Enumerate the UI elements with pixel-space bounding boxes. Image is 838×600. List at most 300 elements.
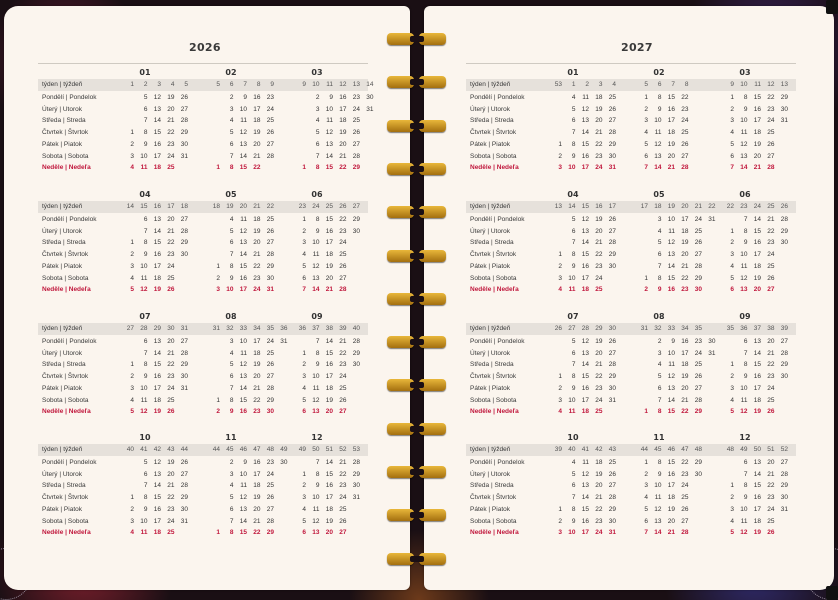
day-number: 16 — [667, 105, 675, 113]
day-number: 9 — [315, 361, 320, 369]
week-number: 31 — [212, 325, 220, 332]
week-number: 3 — [157, 81, 161, 88]
day-number: 19 — [167, 94, 175, 101]
week-number: 44 — [212, 446, 220, 453]
weekday-label: Pondělí | Pondelok — [42, 459, 97, 466]
day-number: 31 — [352, 494, 360, 502]
day-number: 12 — [667, 373, 675, 381]
day-number: 29 — [352, 470, 360, 478]
day-number: 16 — [325, 227, 333, 235]
week-number: 22 — [266, 203, 274, 210]
day-number: 24 — [694, 216, 702, 223]
day-number: 4 — [730, 517, 734, 525]
day-number: 3 — [130, 262, 134, 270]
day-number: 25 — [266, 117, 274, 125]
day-number: 20 — [681, 384, 689, 392]
spiral-ring — [387, 250, 449, 262]
day-number: 14 — [654, 164, 662, 172]
day-number: 27 — [266, 505, 274, 513]
day-number: 12 — [140, 408, 148, 416]
day-number: 17 — [581, 274, 589, 282]
day-number: 8 — [143, 494, 148, 502]
day-number: 4 — [571, 459, 576, 466]
week-number: 35 — [266, 325, 274, 332]
week-number: 50 — [753, 446, 761, 453]
day-number: 28 — [681, 529, 689, 537]
day-number: 28 — [266, 517, 274, 525]
day-number: 7 — [571, 129, 576, 137]
week-number: 7 — [243, 81, 247, 88]
day-number: 1 — [130, 494, 134, 502]
day-number: 22 — [595, 505, 603, 513]
day-number: 30 — [366, 94, 374, 101]
day-number: 10 — [140, 152, 148, 160]
day-number: 24 — [767, 117, 775, 125]
day-number: 17 — [753, 505, 761, 513]
day-number: 23 — [266, 94, 274, 101]
day-number: 24 — [767, 251, 775, 259]
day-number: 7 — [302, 286, 306, 294]
day-number: 9 — [243, 459, 247, 466]
spiral-ring — [387, 423, 449, 435]
day-number: 14 — [740, 164, 748, 172]
day-number: 7 — [657, 396, 662, 404]
day-number: 15 — [239, 262, 247, 270]
week-number: 21 — [694, 203, 702, 210]
weekday-label: Čtvrtek | Štvrtok — [42, 373, 89, 381]
day-number: 12 — [239, 494, 247, 502]
day-number: 30 — [780, 373, 788, 381]
day-number: 8 — [315, 216, 320, 223]
week-number: 15 — [140, 203, 148, 210]
weekday-label: Neděle | Nedeľa — [42, 529, 91, 537]
day-number: 19 — [595, 216, 603, 223]
month-name: 05 — [225, 190, 237, 199]
day-number: 14 — [325, 338, 333, 345]
day-number: 9 — [743, 494, 748, 502]
day-number: 25 — [167, 529, 175, 537]
day-number: 1 — [130, 129, 134, 137]
spiral-ring — [387, 553, 449, 565]
week-number: 52 — [780, 446, 788, 453]
day-number: 22 — [253, 164, 261, 172]
day-number: 8 — [743, 482, 748, 490]
day-number: 13 — [581, 482, 589, 490]
day-number: 20 — [325, 408, 333, 416]
month-name: 12 — [311, 433, 323, 442]
day-number: 13 — [153, 216, 161, 223]
day-number: 11 — [312, 384, 320, 392]
day-number: 29 — [180, 239, 188, 247]
day-number: 28 — [352, 459, 360, 466]
weekday-label: Pondělí | Pondelok — [470, 94, 525, 101]
day-number: 19 — [753, 140, 761, 148]
weekday-label: Sobota | Sobota — [470, 274, 517, 282]
month-name: 02 — [653, 68, 665, 77]
day-number: 4 — [229, 482, 234, 490]
quarter-block — [466, 68, 796, 176]
day-number: 24 — [253, 286, 261, 294]
day-number: 26 — [266, 494, 274, 502]
day-number: 27 — [608, 117, 616, 125]
day-number: 9 — [657, 470, 662, 478]
day-number: 26 — [694, 239, 702, 247]
day-number: 8 — [571, 251, 576, 259]
week-number: 48 — [266, 446, 274, 453]
day-number: 8 — [657, 459, 662, 466]
day-number: 3 — [315, 105, 320, 113]
day-number: 30 — [608, 262, 616, 270]
weekday-label: Úterý | Utorok — [42, 227, 82, 235]
day-number: 29 — [352, 216, 360, 223]
day-number: 18 — [581, 408, 589, 416]
day-number: 29 — [352, 349, 360, 357]
day-number: 28 — [608, 494, 616, 502]
day-number: 15 — [753, 94, 761, 101]
day-number: 4 — [130, 396, 134, 404]
day-number: 13 — [581, 117, 589, 125]
weekday-label: Čtvrtek | Štvrtok — [470, 373, 517, 381]
week-label: týden | týždeň — [42, 203, 83, 210]
day-number: 21 — [253, 152, 261, 160]
day-number: 30 — [608, 517, 616, 525]
day-number: 10 — [239, 105, 247, 113]
day-number: 11 — [326, 117, 333, 125]
day-number: 19 — [153, 408, 161, 416]
day-number: 11 — [740, 396, 748, 404]
day-number: 22 — [595, 140, 603, 148]
day-number: 16 — [153, 373, 161, 381]
week-number: 34 — [681, 325, 689, 332]
day-number: 23 — [167, 251, 175, 259]
weekday-label: Čtvrtek | Štvrtok — [470, 129, 517, 137]
day-number: 6 — [302, 274, 306, 282]
day-number: 18 — [153, 274, 161, 282]
week-number: 52 — [339, 446, 347, 453]
day-number: 11 — [668, 361, 675, 369]
day-number: 30 — [780, 494, 788, 502]
day-number: 19 — [595, 105, 603, 113]
day-number: 22 — [681, 274, 689, 282]
day-number: 12 — [740, 274, 748, 282]
week-number: 16 — [595, 203, 603, 210]
day-number: 15 — [325, 216, 333, 223]
day-number: 3 — [302, 239, 306, 247]
week-number: 45 — [226, 446, 234, 453]
day-number: 2 — [229, 459, 234, 466]
day-number: 15 — [153, 494, 161, 502]
day-number: 10 — [568, 529, 576, 537]
day-number: 22 — [767, 361, 775, 369]
day-number: 17 — [681, 216, 689, 223]
day-number: 5 — [315, 129, 320, 137]
week-number: 8 — [684, 81, 689, 88]
day-number: 18 — [753, 396, 761, 404]
day-number: 6 — [302, 408, 306, 416]
day-number: 10 — [740, 251, 748, 259]
weekday-label: Úterý | Utorok — [42, 105, 82, 113]
day-number: 14 — [239, 251, 247, 259]
day-number: 14 — [581, 129, 589, 137]
day-number: 28 — [608, 361, 616, 369]
week-number: 19 — [667, 203, 675, 210]
week-number: 36 — [740, 325, 748, 332]
spiral-ring — [387, 379, 449, 391]
weekday-label: Pátek | Piatok — [470, 140, 510, 148]
day-number: 25 — [167, 164, 175, 172]
day-number: 26 — [352, 129, 360, 137]
day-number: 26 — [608, 470, 616, 478]
day-number: 10 — [226, 286, 234, 294]
day-number: 3 — [657, 216, 662, 223]
day-number: 5 — [571, 338, 576, 345]
week-number: 22 — [708, 203, 716, 210]
day-number: 1 — [644, 274, 648, 282]
day-number: 5 — [302, 396, 306, 404]
day-number: 14 — [753, 349, 761, 357]
weekday-label: Pondělí | Pondelok — [42, 94, 97, 101]
day-number: 8 — [229, 396, 234, 404]
week-number: 20 — [681, 203, 689, 210]
day-number: 17 — [253, 105, 261, 113]
day-number: 23 — [339, 482, 347, 490]
day-number: 18 — [153, 164, 161, 172]
day-number: 27 — [352, 140, 360, 148]
week-number: 12 — [767, 81, 775, 88]
month-name: 04 — [567, 190, 579, 199]
day-number: 7 — [730, 164, 734, 172]
day-number: 25 — [681, 494, 689, 502]
day-number: 8 — [657, 274, 662, 282]
day-number: 21 — [253, 517, 261, 525]
day-number: 7 — [644, 529, 648, 537]
weekday-label: Sobota | Sobota — [470, 396, 517, 404]
day-number: 12 — [239, 227, 247, 235]
weekday-label: Středa | Streda — [42, 482, 86, 490]
day-number: 19 — [681, 373, 689, 381]
day-number: 25 — [266, 482, 274, 490]
day-number: 11 — [240, 117, 247, 125]
day-number: 8 — [143, 361, 148, 369]
spiral-ring — [387, 163, 449, 175]
day-number: 23 — [681, 470, 689, 478]
quarter-block — [38, 68, 374, 176]
day-number: 16 — [667, 470, 675, 478]
month-name: 01 — [139, 68, 151, 77]
day-number: 13 — [581, 349, 589, 357]
day-number: 14 — [667, 262, 675, 270]
day-number: 2 — [644, 470, 648, 478]
day-number: 14 — [753, 470, 761, 478]
week-number: 43 — [167, 446, 175, 453]
day-number: 14 — [239, 152, 247, 160]
day-number: 7 — [571, 494, 576, 502]
day-number: 24 — [595, 164, 603, 172]
day-number: 2 — [558, 517, 562, 525]
day-number: 28 — [180, 227, 188, 235]
day-number: 1 — [558, 140, 562, 148]
page-right — [424, 6, 834, 590]
day-number: 18 — [253, 482, 261, 490]
day-number: 29 — [266, 396, 274, 404]
day-number: 24 — [681, 482, 689, 490]
week-number: 30 — [167, 325, 175, 332]
day-number: 23 — [595, 152, 603, 160]
day-number: 25 — [339, 251, 347, 259]
day-number: 4 — [302, 384, 306, 392]
day-number: 29 — [180, 129, 188, 137]
day-number: 19 — [253, 494, 261, 502]
day-number: 13 — [581, 227, 589, 235]
day-number: 3 — [130, 152, 134, 160]
month-name: 01 — [567, 68, 579, 77]
week-label: týden | týždeň — [470, 81, 511, 88]
day-number: 29 — [180, 494, 188, 502]
day-number: 4 — [730, 262, 734, 270]
day-number: 9 — [229, 408, 234, 416]
day-number: 6 — [644, 517, 648, 525]
day-number: 29 — [266, 529, 274, 537]
day-number: 3 — [730, 117, 734, 125]
week-number: 30 — [608, 325, 616, 332]
day-number: 11 — [240, 482, 247, 490]
day-number: 21 — [167, 117, 175, 125]
day-number: 4 — [302, 505, 306, 513]
day-number: 29 — [608, 140, 616, 148]
weekday-label: Středa | Streda — [470, 361, 514, 369]
weekday-label: Pátek | Piatok — [470, 262, 510, 270]
day-number: 29 — [780, 94, 788, 101]
day-number: 19 — [325, 396, 333, 404]
day-number: 18 — [681, 227, 689, 235]
week-label: týden | týždeň — [470, 446, 511, 453]
day-number: 31 — [280, 338, 288, 345]
week-number: 40 — [568, 446, 576, 453]
quarter-block — [38, 190, 368, 298]
day-number: 9 — [571, 384, 576, 392]
week-number: 20 — [239, 203, 247, 210]
day-number: 25 — [608, 94, 616, 101]
day-number: 2 — [315, 94, 320, 101]
day-number: 2 — [302, 227, 306, 235]
day-number: 24 — [767, 505, 775, 513]
week-number: 43 — [608, 446, 616, 453]
day-number: 10 — [140, 384, 148, 392]
day-number: 7 — [315, 338, 320, 345]
day-number: 2 — [229, 94, 234, 101]
day-number: 13 — [753, 338, 761, 345]
day-number: 22 — [167, 129, 175, 137]
day-number: 19 — [325, 517, 333, 525]
day-number: 2 — [657, 338, 662, 345]
day-number: 5 — [143, 94, 148, 101]
day-number: 10 — [568, 274, 576, 282]
week-number: 23 — [298, 203, 306, 210]
day-number: 14 — [581, 494, 589, 502]
day-number: 22 — [681, 408, 689, 416]
day-number: 1 — [302, 216, 306, 223]
week-number: 32 — [226, 325, 234, 332]
day-number: 6 — [143, 216, 148, 223]
day-number: 5 — [657, 373, 662, 381]
week-number: 5 — [184, 81, 188, 88]
day-number: 7 — [743, 470, 748, 478]
day-number: 5 — [229, 227, 234, 235]
day-number: 23 — [253, 274, 261, 282]
day-number: 18 — [339, 117, 347, 125]
day-number: 12 — [239, 129, 247, 137]
day-number: 9 — [743, 239, 748, 247]
day-number: 6 — [315, 140, 320, 148]
week-number: 51 — [767, 446, 775, 453]
day-number: 21 — [595, 239, 603, 247]
day-number: 28 — [180, 117, 188, 125]
day-number: 14 — [239, 517, 247, 525]
weekday-label: Pátek | Piatok — [470, 505, 510, 513]
day-number: 25 — [595, 408, 603, 416]
week-number: 47 — [681, 446, 689, 453]
day-number: 31 — [780, 505, 788, 513]
day-number: 18 — [667, 129, 675, 137]
day-number: 15 — [753, 361, 761, 369]
day-number: 13 — [740, 152, 748, 160]
day-number: 13 — [753, 459, 761, 466]
quarter-block — [466, 190, 796, 298]
day-number: 29 — [780, 482, 788, 490]
day-number: 22 — [339, 470, 347, 478]
month-name: 06 — [739, 190, 751, 199]
day-number: 22 — [167, 361, 175, 369]
month-name: 09 — [311, 312, 323, 321]
day-number: 10 — [667, 216, 675, 223]
week-number: 38 — [325, 325, 333, 332]
day-number: 7 — [315, 459, 320, 466]
day-number: 7 — [657, 262, 662, 270]
week-number: 11 — [326, 81, 333, 88]
week-number: 18 — [654, 203, 662, 210]
day-number: 13 — [239, 140, 247, 148]
day-number: 27 — [608, 227, 616, 235]
day-number: 31 — [780, 117, 788, 125]
day-number: 3 — [730, 251, 734, 259]
week-number: 35 — [726, 325, 734, 332]
day-number: 17 — [667, 482, 675, 490]
day-number: 20 — [667, 152, 675, 160]
day-number: 8 — [315, 349, 320, 357]
day-number: 15 — [153, 239, 161, 247]
weekday-label: Středa | Streda — [42, 361, 86, 369]
day-number: 27 — [780, 459, 788, 466]
day-number: 16 — [667, 286, 675, 294]
day-number: 30 — [266, 274, 274, 282]
day-number: 26 — [167, 286, 175, 294]
week-number: 39 — [339, 325, 347, 332]
day-number: 29 — [694, 459, 702, 466]
day-number: 22 — [767, 482, 775, 490]
day-number: 20 — [167, 338, 175, 345]
day-number: 26 — [339, 396, 347, 404]
day-number: 27 — [780, 338, 788, 345]
day-number: 14 — [325, 152, 333, 160]
day-number: 19 — [595, 338, 603, 345]
day-number: 12 — [325, 129, 333, 137]
day-number: 17 — [239, 286, 247, 294]
day-number: 5 — [302, 262, 306, 270]
day-number: 4 — [130, 529, 134, 537]
weekday-label: Sobota | Sobota — [42, 152, 89, 160]
day-number: 25 — [767, 517, 775, 525]
week-number: 42 — [595, 446, 603, 453]
